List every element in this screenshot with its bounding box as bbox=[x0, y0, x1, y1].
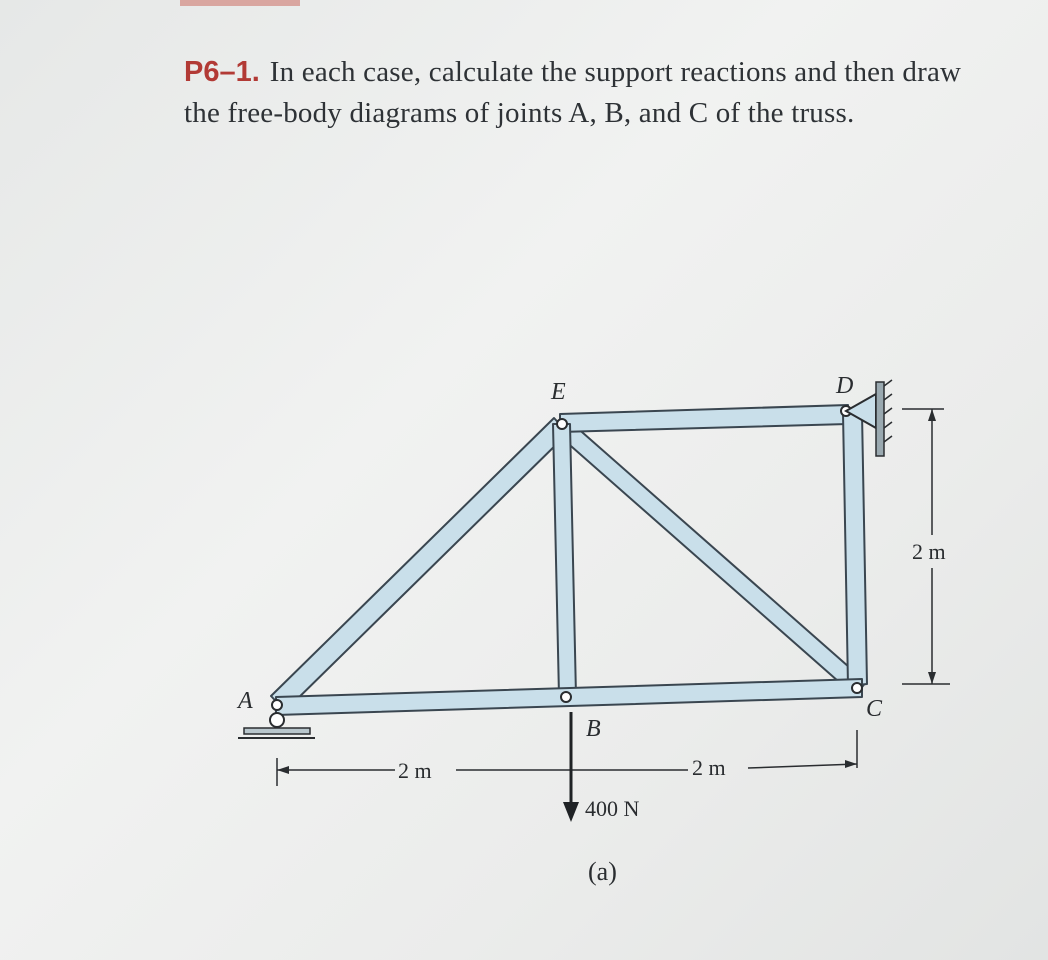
member-ed bbox=[560, 405, 848, 432]
roller-support-a bbox=[238, 713, 315, 738]
label-joint-e: E bbox=[551, 379, 566, 405]
label-joint-d: D bbox=[836, 373, 854, 399]
member-dc bbox=[843, 413, 867, 686]
problem-body: In each case, calculate the support reactions and then draw the free-body diagrams of joints A, B, and C of the truss. bbox=[184, 56, 962, 129]
pin-b bbox=[561, 692, 571, 702]
label-joint-a: A bbox=[238, 688, 253, 714]
problem-number: P6–1. bbox=[184, 56, 260, 88]
truss-members bbox=[271, 405, 867, 715]
load-arrow bbox=[563, 712, 579, 822]
pin-c bbox=[852, 683, 862, 693]
member-ae bbox=[271, 418, 568, 711]
member-eb bbox=[553, 424, 576, 696]
label-joint-c: C bbox=[866, 696, 883, 722]
dimension-height: 2 m bbox=[912, 539, 946, 564]
load-label: 400 N bbox=[585, 796, 640, 821]
pin-e bbox=[557, 419, 567, 429]
horizontal-dimension bbox=[277, 730, 857, 786]
member-ec bbox=[555, 418, 866, 696]
dimension-left-span: 2 m bbox=[398, 758, 432, 783]
dimension-right-span: 2 m bbox=[692, 755, 726, 780]
pin-a bbox=[272, 700, 282, 710]
figure-caption: (a) bbox=[588, 857, 617, 886]
label-joint-b: B bbox=[586, 716, 601, 742]
